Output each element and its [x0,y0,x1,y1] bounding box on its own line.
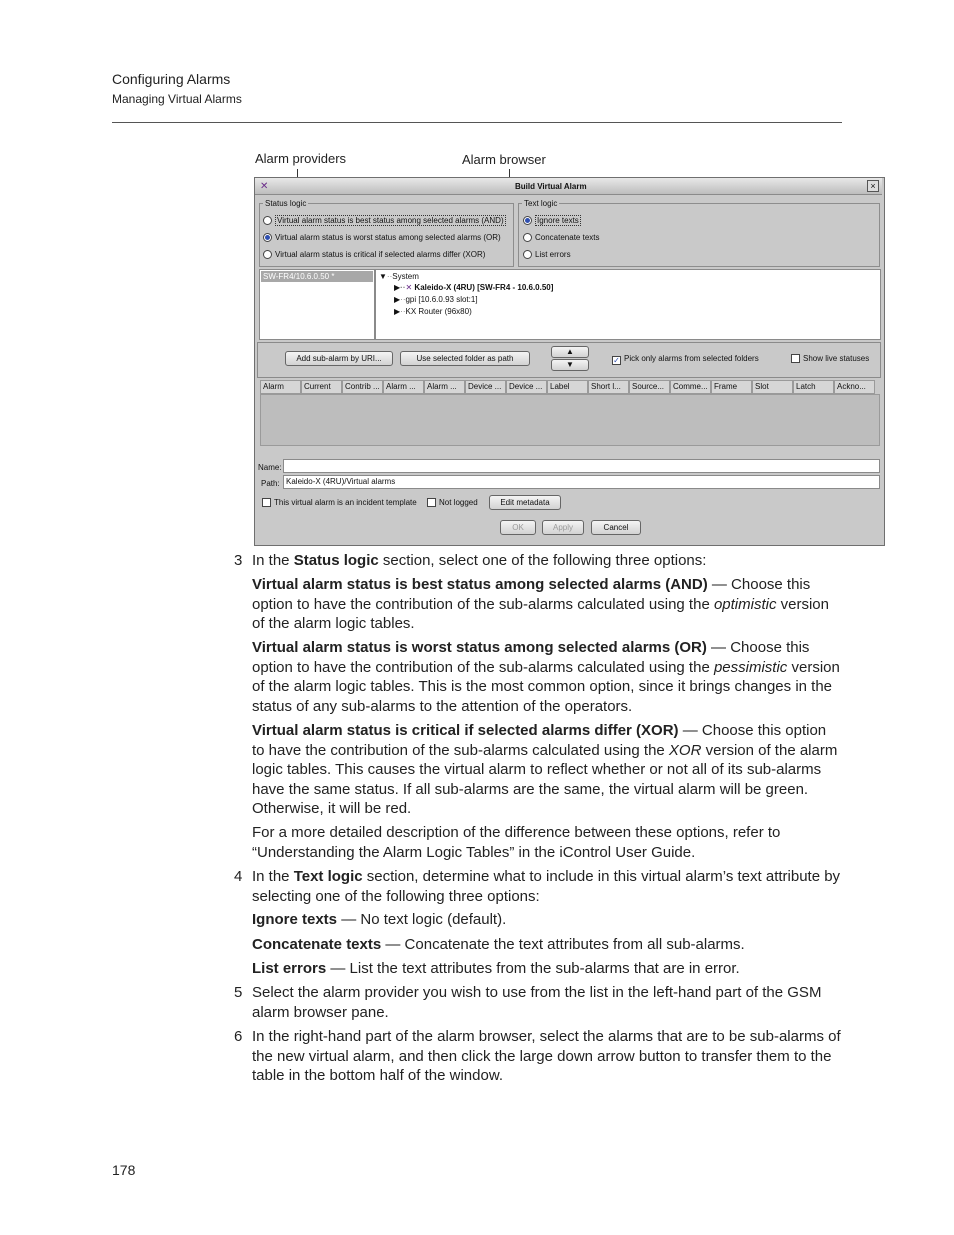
column-header[interactable]: Latch [793,380,834,394]
radio-ignore-texts[interactable] [523,216,581,225]
checkbox-label: This virtual alarm is an incident template [274,498,417,507]
name-field[interactable] [283,459,880,473]
pick-only-checkbox[interactable] [612,354,759,365]
column-header[interactable]: Short l... [588,380,629,394]
radio-icon [523,233,532,242]
provider-item[interactable]: SW-FR4/10.6.0.50 * [261,271,373,282]
column-header[interactable]: Contrib ... [342,380,383,394]
use-folder-path-button[interactable]: Use selected folder as path [400,351,530,366]
radio-label: Virtual alarm status is worst status among selected alarms (OR) [275,233,501,242]
ignore-texts-description: Ignore texts — No text logic (default). [252,911,507,928]
radio-label: List errors [535,250,571,259]
not-logged-checkbox[interactable] [427,498,478,507]
radio-icon [263,216,272,225]
radio-status-or[interactable] [263,233,501,242]
radio-selected-icon [263,233,272,242]
header-rule [112,122,842,123]
alarm-browser-tree[interactable] [375,269,881,340]
radio-label: Ignore texts [537,216,579,225]
checkbox-icon [427,498,436,507]
step-4-intro: In the Text logic section, determine what to include in this virtual alarm’s text attribute by selecting one of the following three options: [252,868,841,905]
column-header[interactable]: Alarm [260,380,301,394]
checkbox-label: Show live statuses [803,354,870,363]
checkbox-checked-icon: ✓ [613,356,620,365]
column-header[interactable]: Alarm ... [424,380,465,394]
tree-root-label: System [392,272,419,281]
radio-icon [523,250,532,259]
edit-metadata-button[interactable]: Edit metadata [489,495,561,510]
tree-node-kaleido[interactable]: ▶··✕ Kaleido-X (4RU) [SW-FR4 - 10.6.0.50] [394,283,554,292]
radio-label: Concatenate texts [535,233,600,242]
add-sub-alarm-button[interactable]: Add sub-alarm by URI... [285,351,393,366]
close-icon[interactable]: × [867,180,879,192]
radio-icon [263,250,272,259]
step-number: 5 [234,984,243,1001]
show-live-statuses-checkbox[interactable] [791,354,869,363]
column-header[interactable]: Current [301,380,342,394]
text-logic-legend: Text logic [524,199,558,208]
radio-label: Virtual alarm status is best status among selected alarms (AND) [277,216,504,225]
radio-status-xor[interactable] [263,250,485,259]
path-field[interactable]: Kaleido-X (4RU)/Virtual alarms [283,475,880,489]
list-errors-description: List errors — List the text attributes from the sub-alarms that are in error. [252,960,740,977]
column-header[interactable]: Source... [629,380,670,394]
arrow-up-icon: ▲ [566,347,574,356]
callout-alarm-providers: Alarm providers [255,151,347,166]
radio-list-errors[interactable] [523,250,571,259]
step-3-intro: In the Status logic section, select one of the following three options: [252,552,707,569]
dialog-titlebar [255,178,882,195]
cancel-button[interactable]: Cancel [591,520,641,535]
radio-concatenate-texts[interactable] [523,233,599,242]
column-header[interactable]: Alarm ... [383,380,424,394]
tree-node-router[interactable]: ▶··KX Router (96x80) [394,307,472,316]
move-down-arrow-button[interactable] [551,359,589,371]
status-logic-legend: Status logic [265,199,307,208]
section-title: Managing Virtual Alarms [112,92,242,106]
step-number: 3 [234,552,243,569]
column-header[interactable]: Device ... [465,380,506,394]
tree-node-label: KX Router (96x80) [405,307,472,316]
column-header[interactable]: Comme... [670,380,711,394]
reference-note: For a more detailed description of the difference between these options, refer to “Understanding the Alarm Logic Tables” in the iControl User Guide. [252,824,781,861]
tree-node-label: Kaleido-X (4RU) [SW-FR4 - 10.6.0.50] [414,283,554,292]
step-6-text: In the right-hand part of the alarm browser, select the alarms that are to be sub-alarms of the new virtual alarm, and then click the large down arrow button to transfer them to the table in the bottom half of the window. [252,1028,841,1084]
alarm-provider-list[interactable] [259,269,375,340]
concatenate-texts-description: Concatenate texts — Concatenate the text attributes from all sub-alarms. [252,936,745,953]
move-up-arrow-button[interactable] [551,346,589,358]
column-header[interactable]: Slot [752,380,793,394]
radio-selected-icon [523,216,532,225]
incident-template-checkbox[interactable] [262,498,417,507]
option-or-description: Virtual alarm status is worst status among selected alarms (OR) — Choose this option to have the contribution of the sub-alarms calculated using the pessimistic version of the alarm logic tables. This is the most common option, since it brings changes in the status of any sub-alarms to the attention of the operators. [252,639,840,715]
checkbox-icon [791,354,800,363]
radio-label: Virtual alarm status is critical if selected alarms differ (XOR) [275,250,486,259]
name-label: Name: [258,463,282,472]
ok-button[interactable]: OK [500,520,536,535]
option-xor-description: Virtual alarm status is critical if selected alarms differ (XOR) — Choose this option to have the contribution of the sub-alarms calculated using the XOR version of the alarm logic tables. This causes the virtual alarm to reflect whether or not all of its sub-alarms have the same status. If all sub-alarms are the same, the virtual alarm will be green. Otherwise, it will be red. [252,722,838,817]
app-icon: ✕ [260,181,269,192]
tree-node-gpi[interactable]: ▶··gpi [10.6.0.93 slot:1] [394,295,478,304]
tree-node-label: gpi [10.6.0.93 slot:1] [405,295,478,304]
column-header[interactable]: Ackno... [834,380,875,394]
step-number: 6 [234,1028,243,1045]
kaleido-icon: ✕ [405,283,413,292]
step-5-text: Select the alarm provider you wish to use from the list in the left-hand part of the GSM alarm browser pane. [252,984,822,1021]
column-header[interactable]: Label [547,380,588,394]
column-header[interactable]: Device ... [506,380,547,394]
callout-alarm-browser: Alarm browser [462,152,546,167]
option-and-description: Virtual alarm status is best status among selected alarms (AND) — Choose this option to have the contribution of the sub-alarms calculated using the optimistic version of the alarm logic tables. [252,576,829,632]
checkbox-label: Pick only alarms from selected folders [624,354,759,363]
path-label: Path: [261,479,280,488]
build-virtual-alarm-dialog [254,177,885,546]
chapter-title: Configuring Alarms [112,71,231,87]
arrow-down-icon: ▼ [566,360,574,369]
checkbox-icon [262,498,271,507]
apply-button[interactable]: Apply [542,520,584,535]
dialog-title: Build Virtual Alarm [515,182,587,191]
checkbox-label: Not logged [439,498,478,507]
radio-status-and[interactable] [263,216,506,225]
sub-alarm-table-header [260,380,880,394]
column-header[interactable]: Frame [711,380,752,394]
page-number: 178 [112,1162,136,1178]
tree-root[interactable]: ▼··System [379,272,419,281]
sub-alarm-table-body[interactable] [260,394,880,446]
step-number: 4 [234,868,243,885]
